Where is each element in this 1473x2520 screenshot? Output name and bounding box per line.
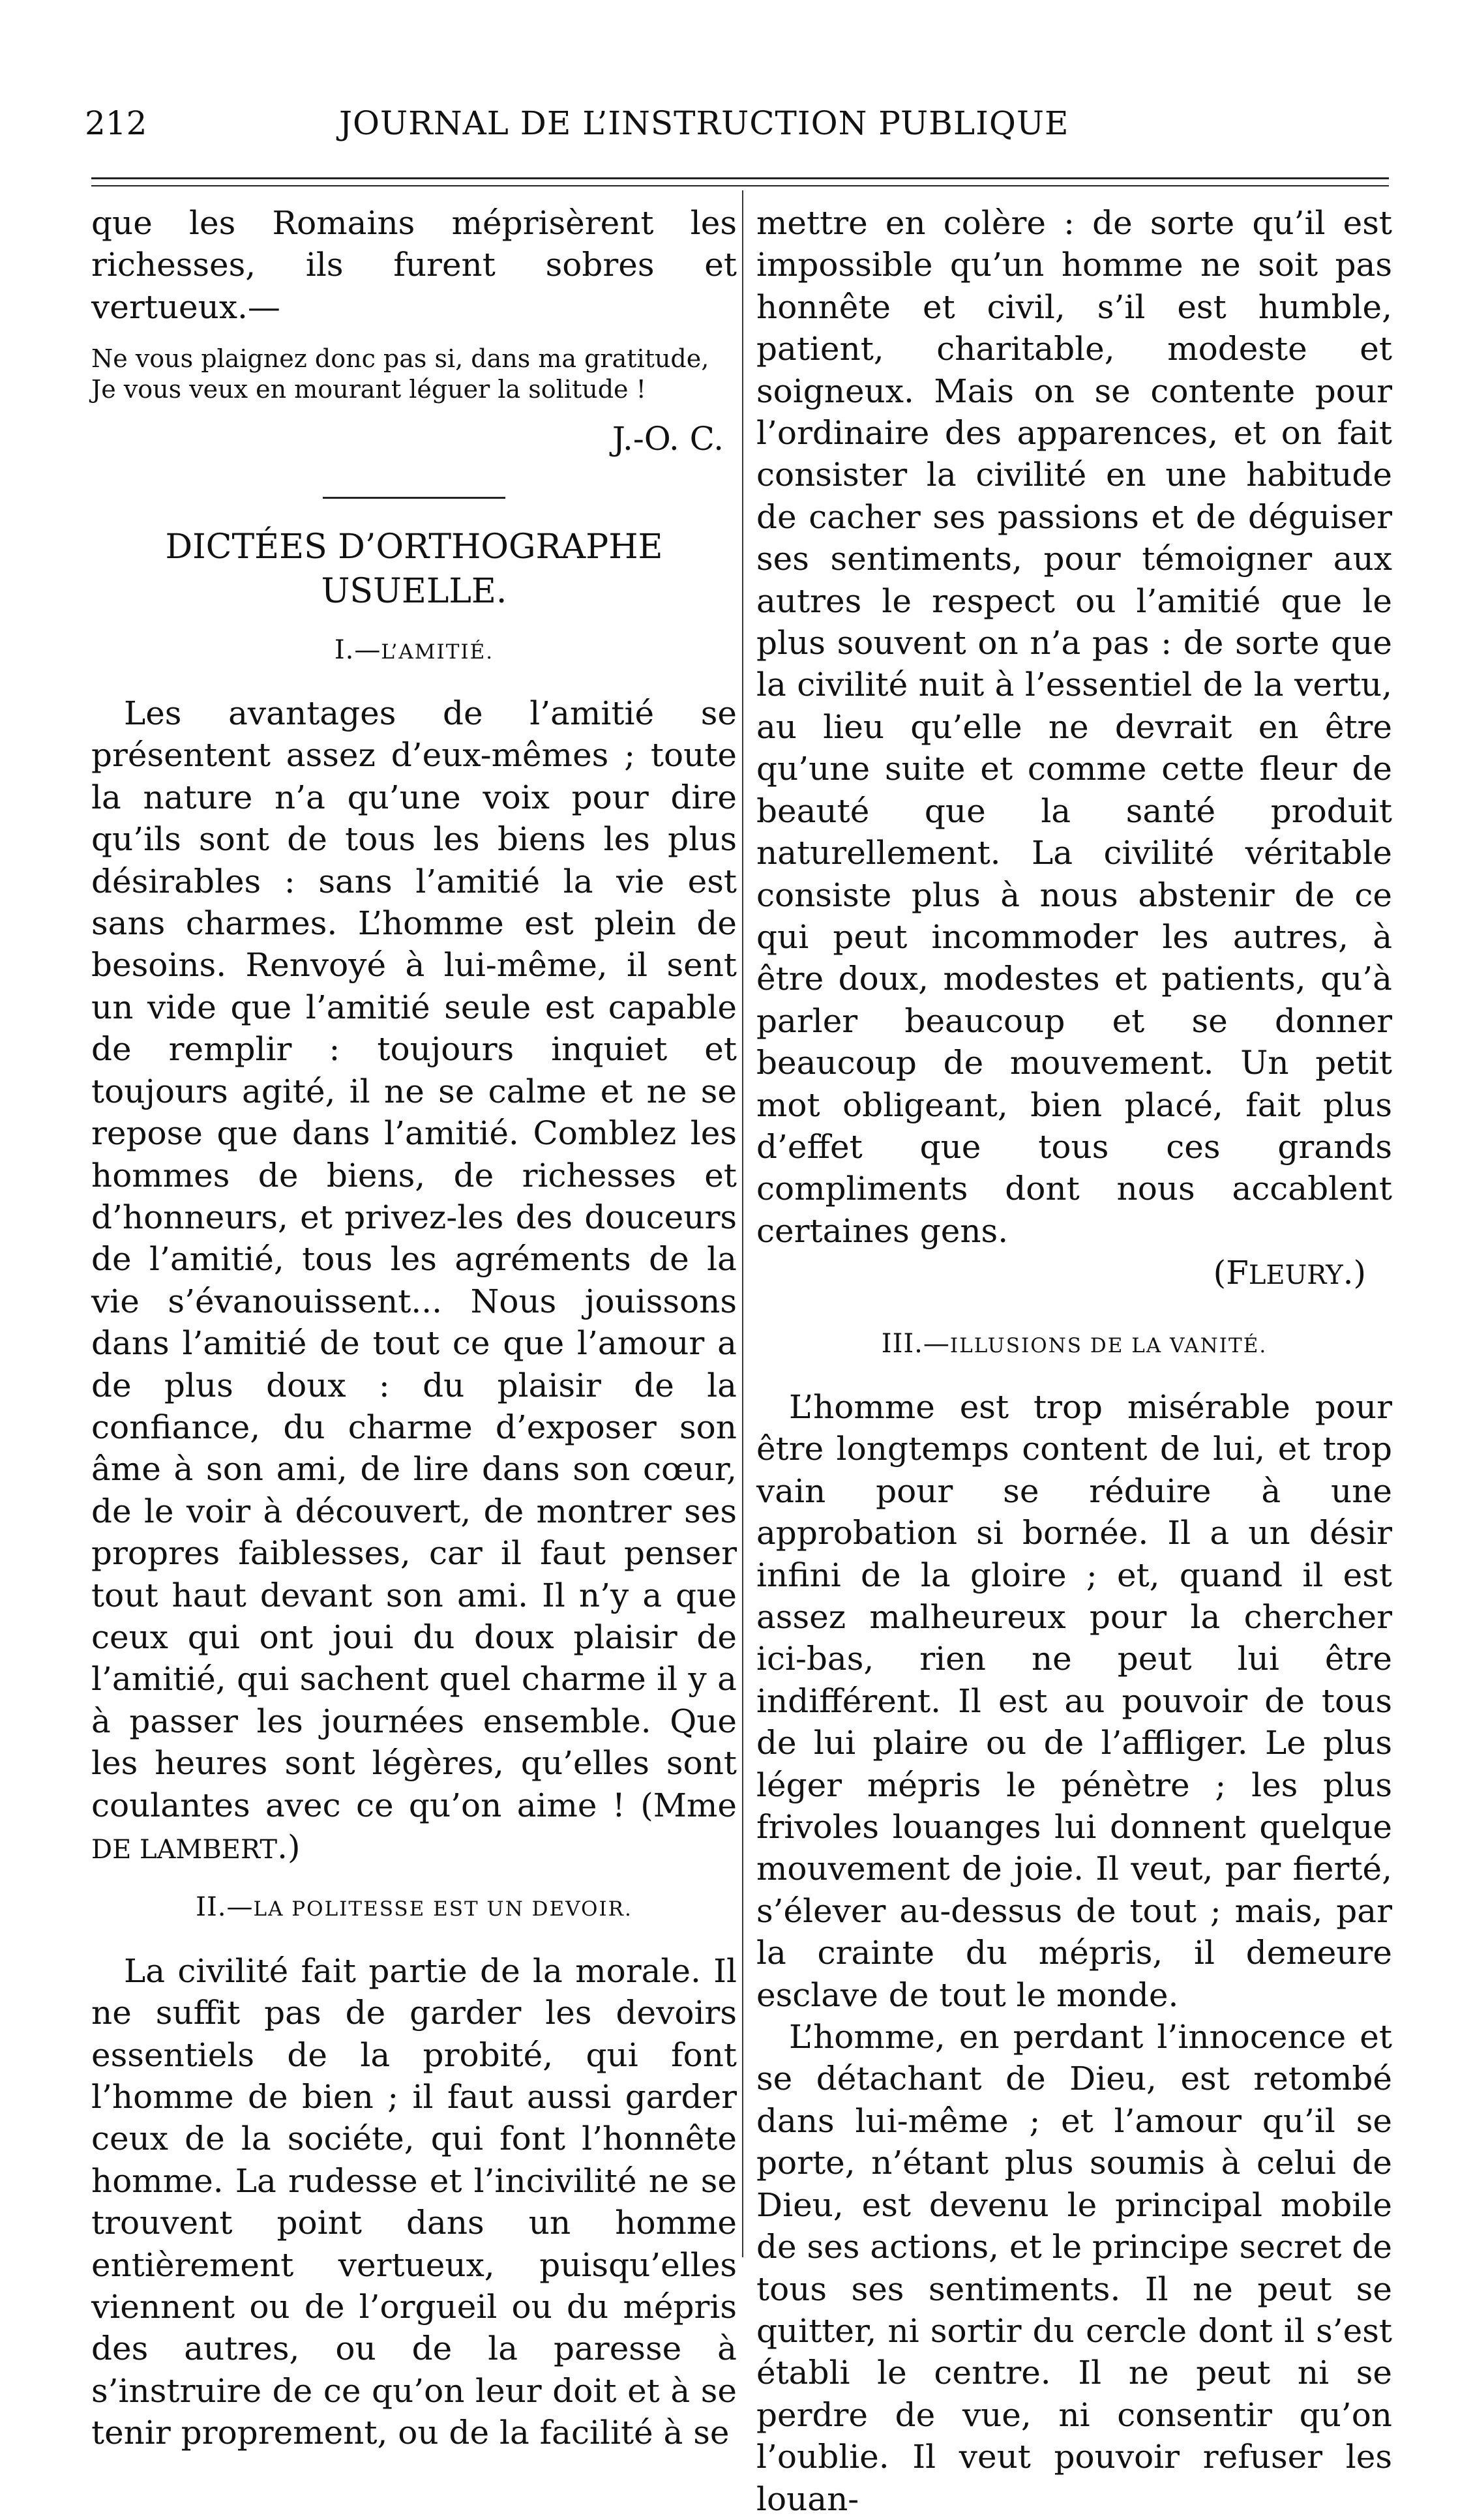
subsection-title: LA POLITESSE EST UN DEVOIR. [253,1897,632,1921]
right-column [756,202,1392,2520]
citation-author: LEURY [1248,1260,1343,1291]
citation-open: (Mme [625,1786,737,1824]
citation-close: .) [1343,1254,1366,1292]
paragraph-text: Les avantages de l’amitié se présentent assez d’eux-mêmes ; toute la nature n’a qu’une voix pour dire qu’ils sont de tous les biens les plus désirables : sans l’amitié la vie est sans charmes. L’homme est plein de besoins. Renvoyé à lui-même, il sent un vide que l’amitié seule est capable de remplir : toujours inquiet et toujours agité, il ne se calme et ne se repose que dans l’amitié. Comblez les hommes de biens, de richesses et d’honneurs, et privez-les des douceurs de l’amitié, tous les agréments de la vie s’évanouissent... Nous jouissons dans l’amitié de tout ce que l’amour a de plus doux : du plaisir de la confiance, du charme d’exposer son âme à son ami, de lire dans son cœur, de le voir à découvert, de montrer ses propres faiblesses, car il faut penser tout haut devant son ami. Il n’y a que ceux qui ont joui du doux plaisir de l’amitié, qui sachent quel charme il y a à passer les journées ensemble. Que les heures sont légères, qu’elles sont coulantes avec ce qu’on aime ! [91,694,737,1824]
citation-author: LAMBERT [139,1835,278,1865]
page-number: 212 [85,104,147,142]
citation-fleury [756,1252,1366,1296]
opening-paragraph: que les Romains méprisèrent les richesses, ils furent sobres et vertueux.— [91,204,737,326]
subsection-title: L’AMITIÉ. [381,640,494,664]
page-header [85,104,1389,156]
subsection-title: ILLUSIONS DE LA VANITÉ. [949,1333,1268,1357]
paragraph-politesse: La civilité fait partie de la morale. Il ne suffit pas de garder les devoirs essentiels de la probité, qui font l’homme de bien ; il faut aussi garder ceux de la sociéte, qui font l’honnête homme. La rudesse et l’incivilité ne se trouvent point dans un homme entièrement vertueux, puisqu’elles viennent ou de l’orgueil ou du mépris des autres, ou de la paresse à s’instruire de ce qu’on leur doit et à se tenir proprement, ou de la facilité à se [91,1951,737,2452]
subsection-heading-2 [91,1886,737,1930]
header-double-rule [91,177,1389,186]
subsection-number: III.— [881,1328,950,1359]
subsection-heading-3 [756,1323,1392,1367]
section-title-line-2: USUELLE. [321,571,507,611]
citation-open: (F [1213,1254,1249,1292]
section-separator [323,497,505,499]
verse-line-2: Je vous veux en mourant léguer la solitude ! [91,375,646,404]
citation-close: .) [277,1828,301,1866]
citation-particle: DE [91,1835,140,1865]
left-column [91,202,737,2454]
paragraph-politesse-continued: mettre en colère : de sorte qu’il est impossible qu’un homme ne soit pas honnête et civil, s’il est humble, patient, charitable, modeste et soigneux. Mais on se contente pour l’ordinaire des apparences, et on fait consister la civilité en une habitude de cacher ses passions et de déguiser ses sentiments, pour témoigner aux autres le respect ou l’amitié que le plus souvent on n’a pas : de sorte que la civilité nuit à l’essentiel de la vertu, au lieu qu’elle ne devrait en être qu’une suite et comme cette fleur de beauté que la santé produit naturellement. La civilité véritable consiste plus à nous abstenir de ce qui peut incommoder les autres, à être doux, modestes et patients, qu’à parler beaucoup et se donner beaucoup de mouvement. Un petit mot obligeant, bien placé, fait plus d’effet que tous ces grands compliments dont nous accablent certaines gens. [756,204,1392,1250]
paragraph-vanite-2: L’homme, en perdant l’innocence et se détachant de Dieu, est retombé dans lui-même ; et l’amour qu’il se porte, n’étant plus soumis à celui de Dieu, est devenu le principal mobile de ses actions, et le principe secret de tous ses sentiments. Il ne peut se quitter, ni sortir du cercle dont il s’est établi le centre. Il ne peut ni se perdre de vue, ni consentir qu’on l’oublie. Il veut pouvoir refuser les louan- [756,2018,1392,2518]
paragraph-vanite-1: L’homme est trop misérable pour être longtemps content de lui, et trop vain pour se réduire à une approbation si bornée. Il a un désir infini de la gloire ; et, quand il est assez malheureux pour la chercher ici-bas, rien ne peut lui être indifférent. Il est au pouvoir de tous de lui plaire ou de l’affliger. Le plus léger mépris le pénètre ; les plus frivoles louanges lui donnent quelque mouvement de joie. Il veut, par fierté, s’élever au-dessus de tout ; mais, par la crainte du mépris, il demeure esclave de tout le monde. [756,1387,1392,2014]
subsection-number: II.— [196,1892,254,1923]
running-title: JOURNAL DE L’INSTRUCTION PUBLIQUE [339,104,1069,142]
subsection-heading-1 [91,629,737,673]
column-divider [742,190,743,2257]
subsection-number: I.— [334,634,381,665]
section-title-line-1: DICTÉES D’ORTHOGRAPHE [165,527,663,567]
verse-line-1: Ne vous plaignez donc pas si, dans ma gratitude, [91,344,709,374]
paragraph-amitie [91,692,737,1871]
signature: J.-O. C. [612,420,724,458]
